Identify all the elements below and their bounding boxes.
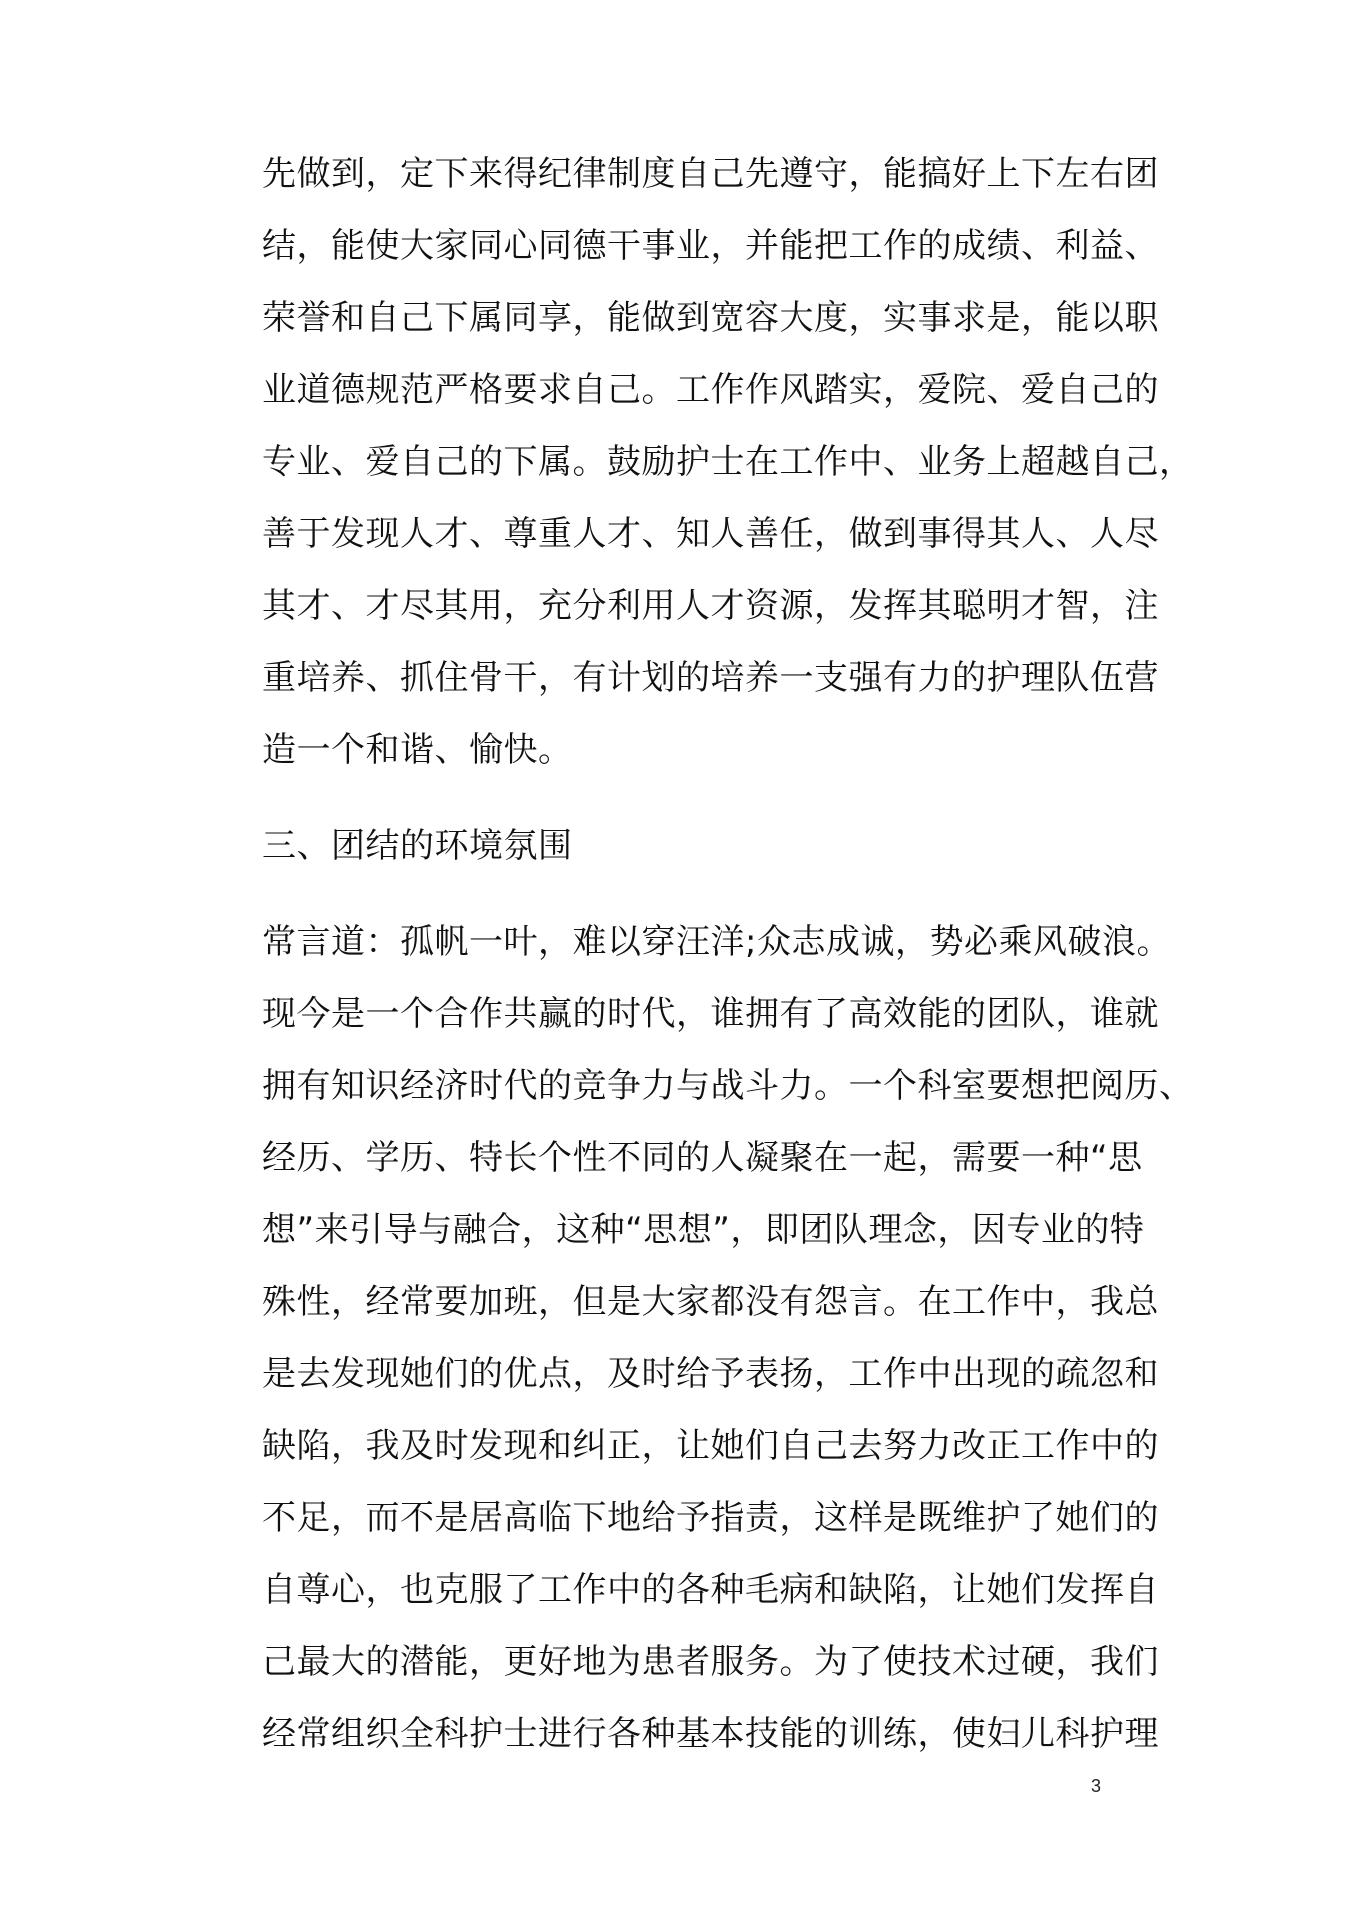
paragraph-line: 造一个和谐、愉快。 [262,730,573,770]
paragraph-line: 重培养、抓住骨干，有计划的培养一支强有力的护理队伍营 [262,658,1159,698]
paragraph-line: 殊性，经常要加班，但是大家都没有怨言。在工作中，我总 [262,1282,1159,1322]
paragraph-line: 其才、才尽其用，充分利用人才资源，发挥其聪明才智，注 [262,586,1159,626]
paragraph-line: 经常组织全科护士进行各种基本技能的训练，使妇儿科护理 [262,1714,1159,1754]
paragraph-line: 经历、学历、特长个性不同的人凝聚在一起，需要一种“思 [262,1138,1143,1178]
section-heading: 三、团结的环境氛围 [262,826,573,866]
paragraph-line: 先做到，定下来得纪律制度自己先遵守，能搞好上下左右团 [262,154,1159,194]
paragraph-line: 荣誉和自己下属同享，能做到宽容大度，实事求是，能以职 [262,298,1159,338]
paragraph-line: 己最大的潜能，更好地为患者服务。为了使技术过硬，我们 [262,1642,1159,1682]
paragraph-line: 结，能使大家同心同德干事业，并能把工作的成绩、利益、 [262,226,1159,266]
paragraph-gap [262,786,1122,810]
paragraph-line: 自尊心，也克服了工作中的各种毛病和缺陷，让她们发挥自 [262,1570,1159,1610]
body-text [262,138,1194,1770]
paragraph-line: 常言道：孤帆一叶，难以穿汪洋;众志成诚，势必乘风破浪。 [262,922,1171,962]
paragraph-line: 想”来引导与融合，这种“思想”，即团队理念，因专业的特 [262,1210,1145,1250]
paragraph-line: 不足，而不是居高临下地给予指责，这样是既维护了她们的 [262,1498,1159,1538]
page-number: 3 [1090,1776,1101,1796]
paragraph-line: 是去发现她们的优点，及时给予表扬，工作中出现的疏忽和 [262,1354,1159,1394]
paragraph-line: 专业、爱自己的下属。鼓励护士在工作中、业务上超越自己， [262,442,1194,482]
paragraph-line: 善于发现人才、尊重人才、知人善任，做到事得其人、人尽 [262,514,1159,554]
paragraph-line: 缺陷，我及时发现和纠正，让她们自己去努力改正工作中的 [262,1426,1159,1466]
paragraph-line: 拥有知识经济时代的竞争力与战斗力。一个科室要想把阅历、 [262,1066,1194,1106]
paragraph-line: 业道德规范严格要求自己。工作作风踏实，爱院、爱自己的 [262,370,1159,410]
paragraph-gap [262,882,1122,906]
paragraph-line: 现今是一个合作共赢的时代，谁拥有了高效能的团队，谁就 [262,994,1159,1034]
